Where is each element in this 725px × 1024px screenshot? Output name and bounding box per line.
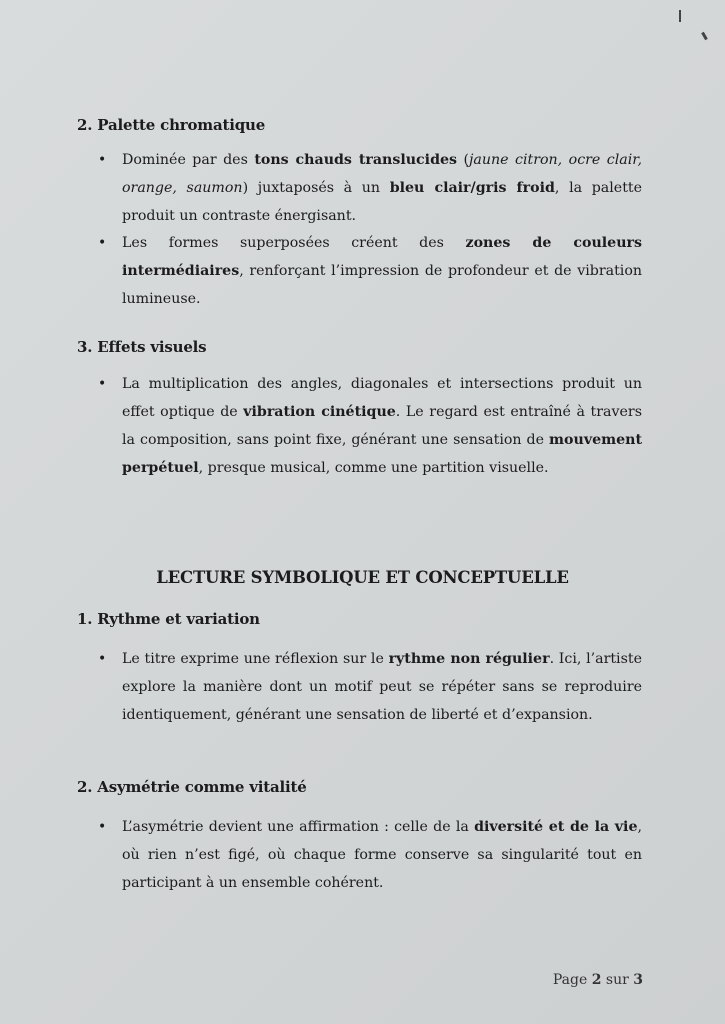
body-text: , presque musical, comme une partition visuelle.	[198, 460, 549, 476]
emphasis-text: bleu clair/gris froid	[389, 180, 555, 196]
section-heading: 3. Effets visuels	[77, 338, 207, 356]
emphasis-text: vibration cinétique	[243, 404, 396, 420]
paper-mark	[701, 32, 708, 40]
section-heading: 1. Rythme et variation	[77, 610, 260, 628]
emphasis-text: mouvement perpétuel	[122, 432, 642, 476]
body-text: L’asymétrie devient une affirmation : celle de la	[122, 819, 475, 835]
body-text: , où rien n’est figé, où chaque forme conserve sa singularité tout en participant à un ensemble cohérent.	[122, 819, 642, 891]
bullet-icon: •	[98, 651, 107, 667]
page-separator: sur	[601, 972, 634, 988]
section-heading: 2. Palette chromatique	[77, 116, 266, 134]
italic-text: jaune citron, ocre clair, orange, saumon	[122, 152, 643, 196]
body-text: Les formes superposées créent des	[122, 235, 466, 251]
bullet-icon: •	[98, 235, 107, 251]
total-pages: 3	[633, 972, 643, 988]
body-text: . Ici, l’artiste explore la manière dont un motif peut se répéter sans se reproduire identiquement, générant une sensation de liberté et d’expansion.	[122, 651, 642, 723]
section-heading: 2. Asymétrie comme vitalité	[77, 778, 307, 796]
body-text: ) juxtaposés à un	[242, 180, 390, 196]
paper-mark	[679, 10, 681, 22]
body-text: Dominée par des	[122, 152, 255, 168]
page-number	[553, 972, 643, 988]
body-text: (	[457, 152, 470, 168]
bullet-icon: •	[98, 152, 107, 168]
list-item	[122, 146, 642, 230]
body-text: , la palette produit un contraste énergisant.	[122, 180, 642, 224]
page-title: LECTURE SYMBOLIQUE ET CONCEPTUELLE	[156, 568, 569, 587]
emphasis-text: diversité et de la vie	[474, 819, 638, 835]
emphasis-text: rythme non régulier	[388, 651, 550, 667]
page-label: Page	[552, 972, 592, 988]
body-text: , renforçant l’impression de profondeur et de vibration lumineuse.	[122, 263, 642, 307]
body-text: La multiplication des angles, diagonales et intersections produit un effet optique de	[122, 376, 642, 420]
bullet-icon: •	[98, 819, 107, 835]
body-text: Le titre exprime une réflexion sur le	[122, 651, 389, 667]
list-item	[122, 370, 642, 482]
bullet-icon: •	[98, 376, 107, 392]
list-item	[122, 229, 642, 313]
body-text: . Le regard est entraîné à travers la composition, sans point fixe, générant une sensation de	[122, 404, 642, 448]
emphasis-text: tons chauds translucides	[254, 152, 458, 168]
list-item	[122, 813, 642, 897]
list-item	[122, 645, 642, 729]
current-page: 2	[591, 972, 602, 988]
emphasis-text: zones de couleurs intermédiaires	[122, 235, 642, 279]
